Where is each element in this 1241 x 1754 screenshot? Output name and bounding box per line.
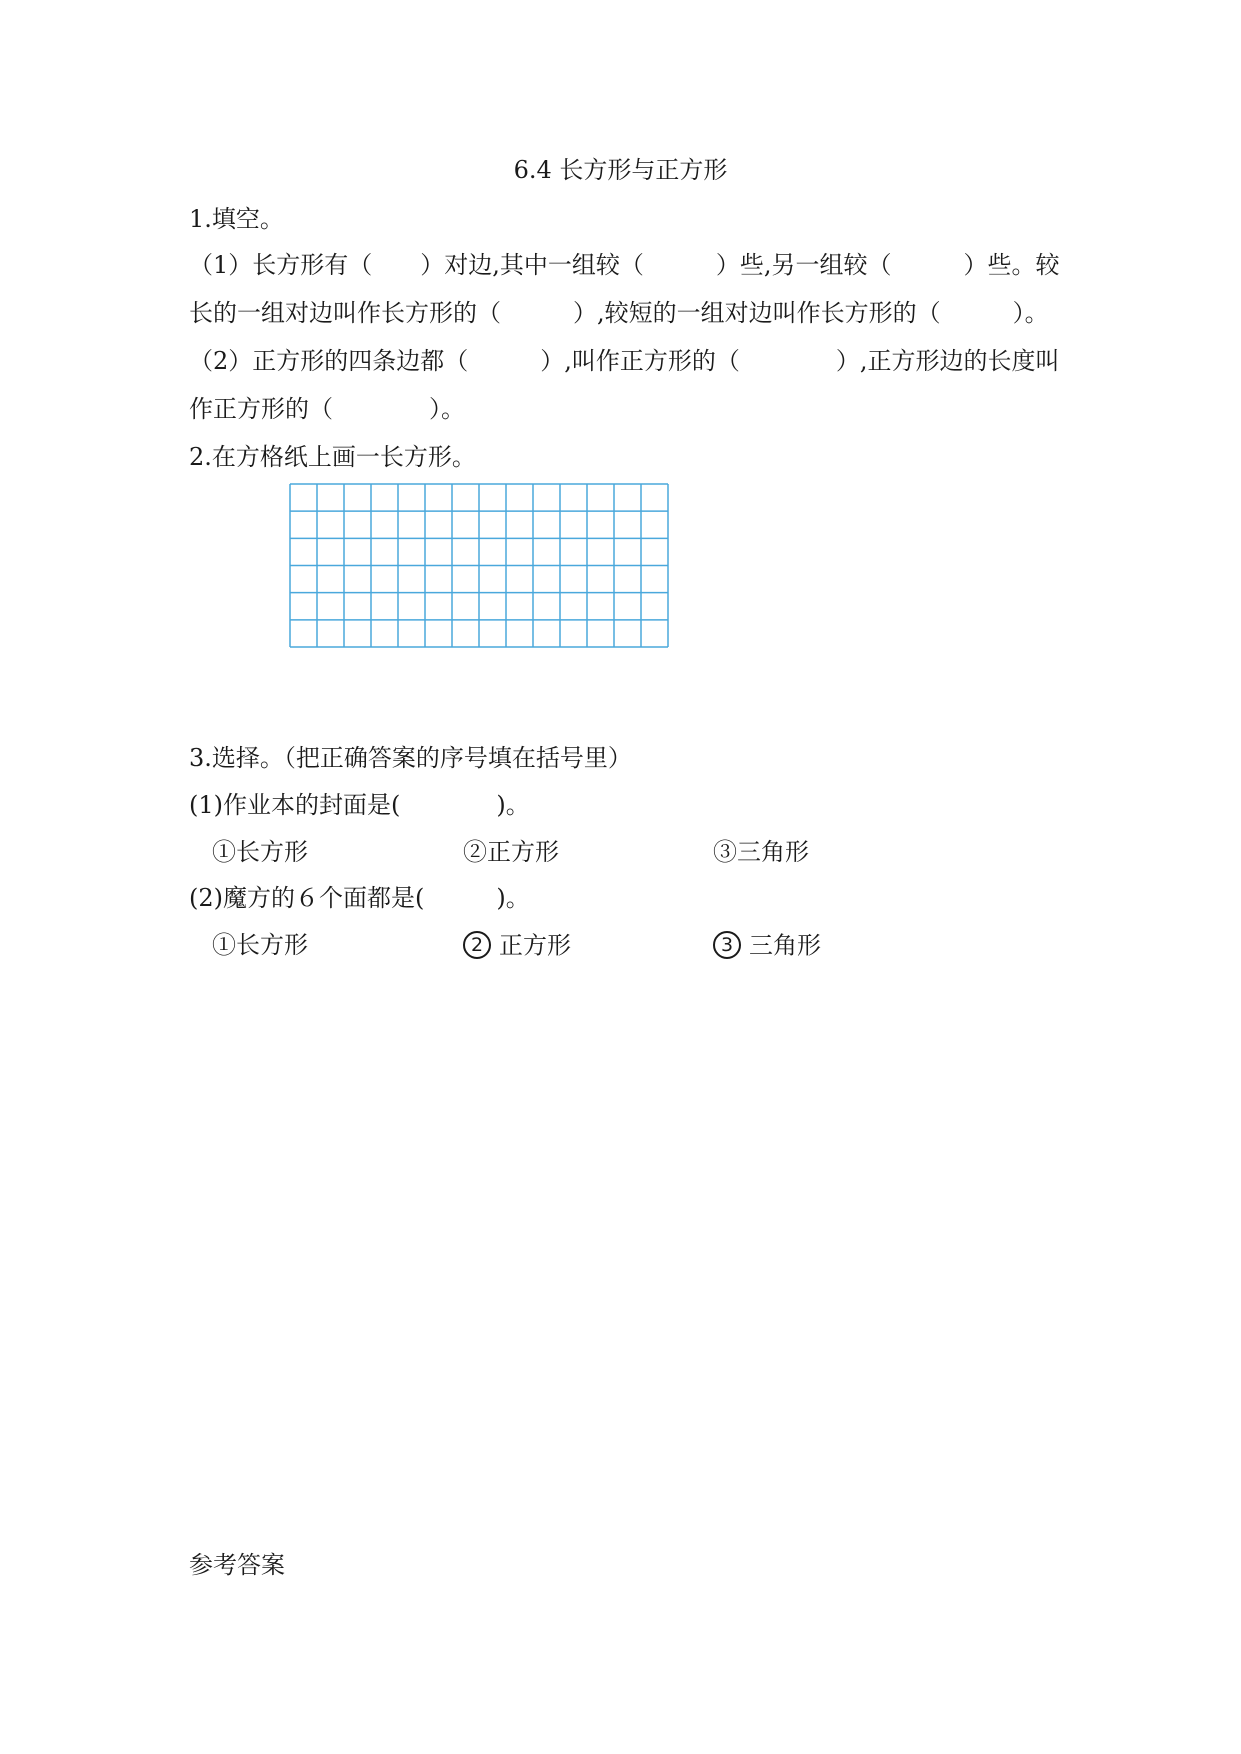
q3-heading: 3.选择。（把正确答案的序号填在括号里） <box>189 744 632 772</box>
square-grid-paper[interactable] <box>289 483 669 648</box>
q1-line-1: （1）长方形有（ ）对边,其中一组较（ ）些,另一组较（ ）些。较 <box>189 251 1060 279</box>
q2-heading: 2.在方格纸上画一长方形。 <box>189 443 476 471</box>
answer-heading: 参考答案 <box>189 1551 285 1579</box>
q3-sub1-option-1: ①长方形 <box>212 838 308 866</box>
q3-sub1-option-3: ③三角形 <box>713 838 809 866</box>
q3-sub1-option-2: ②正方形 <box>463 838 559 866</box>
q1-line-2: 长的一组对边叫作长方形的（ ）,较短的一组对边叫作长方形的（ ）。 <box>189 299 1049 327</box>
q3-sub2-question: (2)魔方的６个面都是( )。 <box>189 884 530 912</box>
q1-heading: 1.填空。 <box>189 205 284 233</box>
q3-sub2-option-2 <box>463 933 571 961</box>
grid-lines <box>289 483 669 648</box>
q1-line-3: （2）正方形的四条边都（ ）,叫作正方形的（ ）,正方形边的长度叫 <box>189 347 1060 375</box>
q3-sub2-option-3 <box>713 933 821 961</box>
q3-sub1-question: (1)作业本的封面是( )。 <box>189 791 530 819</box>
page-title: 6.4 长方形与正方形 <box>513 156 728 184</box>
q3-sub2-option-3-label: 三角形 <box>749 931 821 960</box>
q1-line-4: 作正方形的（ ）。 <box>189 395 465 423</box>
q3-sub2-option-1: ①长方形 <box>212 931 308 959</box>
circled-number-3-icon: 3 <box>713 931 741 959</box>
circled-number-2-icon: 2 <box>463 931 491 959</box>
q3-sub2-option-2-label: 正方形 <box>499 931 571 960</box>
